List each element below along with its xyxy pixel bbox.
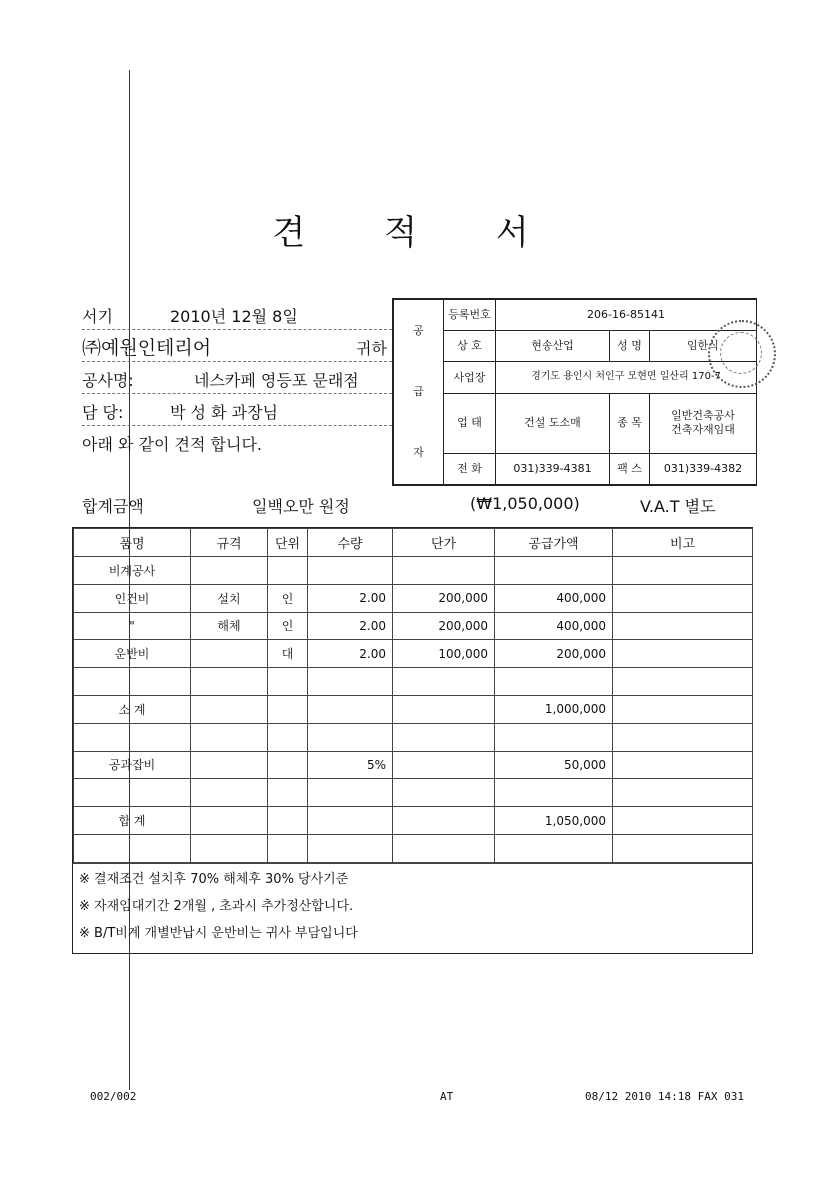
table-row — [74, 612, 753, 640]
cell-spec — [191, 695, 268, 723]
cell-item: 소 계 — [74, 695, 191, 723]
cell-spec — [191, 557, 268, 585]
items-header-row — [74, 529, 753, 557]
table-row — [74, 751, 753, 779]
header-remarks: 비고 — [613, 529, 753, 557]
cell-item — [74, 723, 191, 751]
cell-spec — [191, 640, 268, 668]
cell-item: " — [74, 612, 191, 640]
cell-remarks — [613, 751, 753, 779]
intro-text: 아래 와 같이 견적 합니다. — [82, 435, 262, 454]
rep-value: 임한식 — [650, 331, 757, 362]
table-row — [74, 807, 753, 835]
header-spec: 규격 — [191, 529, 268, 557]
cell-spec — [191, 834, 268, 862]
cell-unit — [268, 668, 308, 696]
cell-spec: 해체 — [191, 612, 268, 640]
contact-row — [82, 394, 392, 426]
tel-label: 전 화 — [444, 453, 496, 484]
cell-price — [393, 695, 495, 723]
biz-label: 업 태 — [444, 393, 496, 453]
intro-row — [82, 426, 392, 457]
reg-label: 등록번호 — [444, 300, 496, 331]
recipient-name: ㈜예원인테리어 — [82, 337, 212, 359]
cell-price — [393, 834, 495, 862]
cell-unit — [268, 557, 308, 585]
name-label: 상 호 — [444, 331, 496, 362]
cell-item — [74, 779, 191, 807]
cell-qty: 5% — [308, 751, 393, 779]
header-item: 품명 — [74, 529, 191, 557]
cell-qty — [308, 668, 393, 696]
date-row — [82, 298, 392, 330]
header-qty: 수량 — [308, 529, 393, 557]
cell-item: 운반비 — [74, 640, 191, 668]
cell-amount — [495, 668, 613, 696]
fax-mid: AT — [440, 1090, 454, 1103]
cell-remarks — [613, 807, 753, 835]
header-unit: 단위 — [268, 529, 308, 557]
fax-label: 팩 스 — [610, 453, 650, 484]
cell-amount: 1,050,000 — [495, 807, 613, 835]
cell-price — [393, 779, 495, 807]
project-label: 공사명: — [82, 371, 134, 390]
table-row — [74, 557, 753, 585]
cell-item: 비계공사 — [74, 557, 191, 585]
header-price: 단가 — [393, 529, 495, 557]
tel-value: 031)339-4381 — [496, 453, 610, 484]
cell-amount: 1,000,000 — [495, 695, 613, 723]
cell-amount — [495, 723, 613, 751]
cell-remarks — [613, 834, 753, 862]
cell-amount: 400,000 — [495, 584, 613, 612]
cell-unit: 대 — [268, 640, 308, 668]
cell-item — [74, 834, 191, 862]
date-value: 2010년 12월 8일 — [170, 307, 298, 326]
project-row — [82, 362, 392, 394]
cell-unit — [268, 751, 308, 779]
total-label: 합계금액 — [82, 497, 144, 516]
cell-price: 200,000 — [393, 612, 495, 640]
cell-spec — [191, 779, 268, 807]
cell-price — [393, 557, 495, 585]
rep-label: 성 명 — [610, 331, 650, 362]
terms-notes — [73, 863, 752, 953]
cell-item: 인건비 — [74, 584, 191, 612]
cell-qty — [308, 723, 393, 751]
total-amount-line — [82, 492, 762, 518]
fax-header: 08/12 2010 14:18 FAX 031 — [585, 1090, 744, 1103]
header-amount: 공급가액 — [495, 529, 613, 557]
table-row — [74, 695, 753, 723]
addr-label: 사업장 — [444, 362, 496, 393]
total-korean: 일백오만 원정 — [252, 497, 350, 516]
cell-item — [74, 668, 191, 696]
cell-amount — [495, 834, 613, 862]
cell-price — [393, 807, 495, 835]
cell-spec — [191, 668, 268, 696]
vat-note: V.A.T 별도 — [640, 497, 716, 516]
cell-amount — [495, 557, 613, 585]
table-row — [74, 668, 753, 696]
note-line: ※ B/T비계 개별반납시 운반비는 귀사 부담입니다 — [79, 925, 358, 941]
table-row — [74, 640, 753, 668]
supplier-side-label: 공 급 자 — [394, 300, 444, 485]
cell-amount: 50,000 — [495, 751, 613, 779]
cell-item: 공과잡비 — [74, 751, 191, 779]
cell-spec: 설치 — [191, 584, 268, 612]
item-label: 종 목 — [610, 393, 650, 453]
cell-amount: 400,000 — [495, 612, 613, 640]
cell-spec — [191, 751, 268, 779]
cell-remarks — [613, 640, 753, 668]
cell-qty: 2.00 — [308, 584, 393, 612]
cell-remarks — [613, 779, 753, 807]
cell-remarks — [613, 584, 753, 612]
project-value: 네스카페 영등포 문래점 — [194, 371, 359, 390]
cell-price — [393, 751, 495, 779]
document-title: 견 적 서 — [272, 213, 563, 253]
table-row — [74, 834, 753, 862]
contact-value: 박 성 화 과장님 — [170, 403, 278, 422]
cell-remarks — [613, 557, 753, 585]
note-line: ※ 자재임대기간 2개월 , 초과시 추가정산합니다. — [79, 898, 354, 914]
cell-unit: 인 — [268, 584, 308, 612]
table-row — [74, 584, 753, 612]
customer-info — [82, 298, 392, 457]
fax-page: 002/002 — [90, 1090, 137, 1103]
cell-remarks — [613, 668, 753, 696]
cell-amount — [495, 779, 613, 807]
table-row — [74, 779, 753, 807]
name-value: 현송산업 — [496, 331, 610, 362]
fax-value: 031)339-4382 — [650, 453, 757, 484]
note-line: ※ 결재조건 설치후 70% 해체후 30% 당사기준 — [79, 871, 349, 887]
cell-price: 100,000 — [393, 640, 495, 668]
cell-qty — [308, 779, 393, 807]
cell-price: 200,000 — [393, 584, 495, 612]
cell-price — [393, 723, 495, 751]
cell-remarks — [613, 695, 753, 723]
cell-amount: 200,000 — [495, 640, 613, 668]
cell-spec — [191, 723, 268, 751]
items-table — [72, 527, 753, 954]
biz-value: 건설 도소매 — [496, 393, 610, 453]
cell-price — [393, 668, 495, 696]
cell-unit — [268, 834, 308, 862]
reg-value: 206-16-85141 — [496, 300, 757, 331]
cell-remarks — [613, 612, 753, 640]
cell-unit — [268, 723, 308, 751]
recipient-suffix: 귀하 — [356, 339, 387, 358]
cell-qty — [308, 807, 393, 835]
cell-spec — [191, 807, 268, 835]
cell-unit — [268, 779, 308, 807]
cell-unit — [268, 695, 308, 723]
date-label: 서기 — [82, 307, 113, 326]
cell-qty — [308, 557, 393, 585]
cell-qty: 2.00 — [308, 612, 393, 640]
item-value: 일반건축공사 건축자재임대 — [650, 393, 757, 453]
cell-unit: 인 — [268, 612, 308, 640]
company-seal — [708, 320, 776, 388]
contact-label: 담 당: — [82, 403, 124, 422]
cell-qty — [308, 834, 393, 862]
cell-qty — [308, 695, 393, 723]
cell-qty: 2.00 — [308, 640, 393, 668]
table-row — [74, 723, 753, 751]
cell-unit — [268, 807, 308, 835]
total-numeric: (₩1,050,000) — [470, 494, 580, 513]
recipient-row — [82, 330, 392, 362]
cell-item: 합 계 — [74, 807, 191, 835]
cell-remarks — [613, 723, 753, 751]
addr-value: 경기도 용인시 처인구 모현면 일산리 170-7 — [496, 362, 757, 393]
supplier-box — [392, 298, 757, 486]
